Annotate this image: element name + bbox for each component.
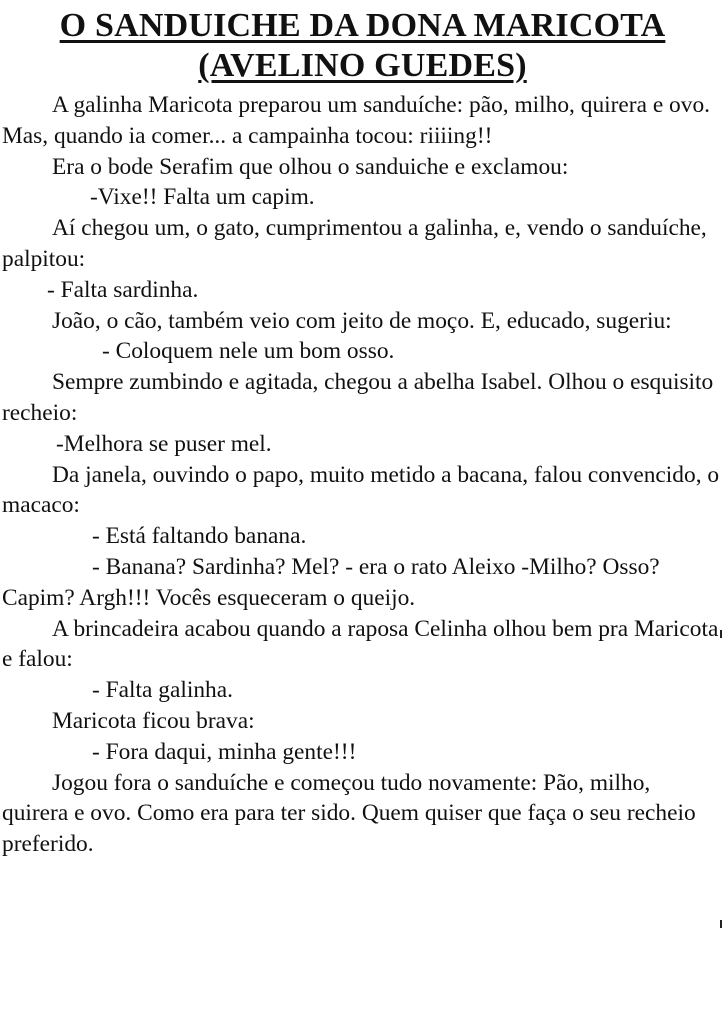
paragraph-1: A galinha Maricota preparou um sanduíche: pão, milho, quirera e ovo. Mas, quando ia comer... a campainha tocou: riiiing!!: [2, 92, 710, 149]
paragraph-4: João, o cão, também veio com jeito de moço. E, educado, sugeriu:: [52, 307, 672, 334]
paragraph-6: Da janela, ouvindo o papo, muito metido a bacana, falou convencido, o macaco:: [2, 461, 720, 519]
paragraph-8: Maricota ficou brava:: [52, 707, 255, 734]
dialogue-line-6: - Banana? Sardinha? Mel? - era o rato Aleixo -Milho? Osso? Capim? Argh!!! Vocês esqueceram o queijo.: [2, 553, 660, 611]
dialogue-line-7: - Falta galinha.: [92, 677, 233, 704]
title-author-line: (AVELINO GUEDES): [198, 47, 527, 84]
dialogue-line-1: -Vixe!! Falta um capim.: [90, 184, 315, 211]
paragraph-7: A brincadeira acabou quando a raposa Celinha olhou bem pra Maricota e falou:: [2, 615, 719, 673]
paragraph-5: Sempre zumbindo e agitada, chegou a abelha Isabel. Olhou o esquisito recheio:: [2, 369, 714, 426]
paragraph-9: Jogou fora o sanduíche e começou tudo novamente: Pão, milho, quirera e ovo. Como era para ter sido. Quem quiser que faça o seu recheio preferido.: [2, 769, 696, 858]
story-title: [0, 6, 725, 86]
dialogue-line-3: - Coloquem nele um bom osso.: [102, 338, 395, 365]
dialogue-line-2: - Falta sardinha.: [47, 276, 199, 303]
paragraph-2: Era o bode Serafim que olhou o sanduiche e exclamou:: [52, 153, 569, 180]
story-body: [2, 90, 722, 860]
dialogue-line-4: -Melhora se puser mel.: [56, 430, 272, 457]
title-line-1: O SANDUICHE DA DONA MARICOTA: [59, 7, 666, 44]
dialogue-line-8: - Fora daqui, minha gente!!!: [92, 738, 357, 765]
scan-speck-mark: [720, 920, 722, 928]
paragraph-3: Aí chegou um, o gato, cumprimentou a galinha, e, vendo o sanduíche, palpitou:: [2, 215, 707, 272]
dialogue-line-5: - Está faltando banana.: [92, 523, 307, 550]
scan-speck-mark: [720, 630, 722, 638]
